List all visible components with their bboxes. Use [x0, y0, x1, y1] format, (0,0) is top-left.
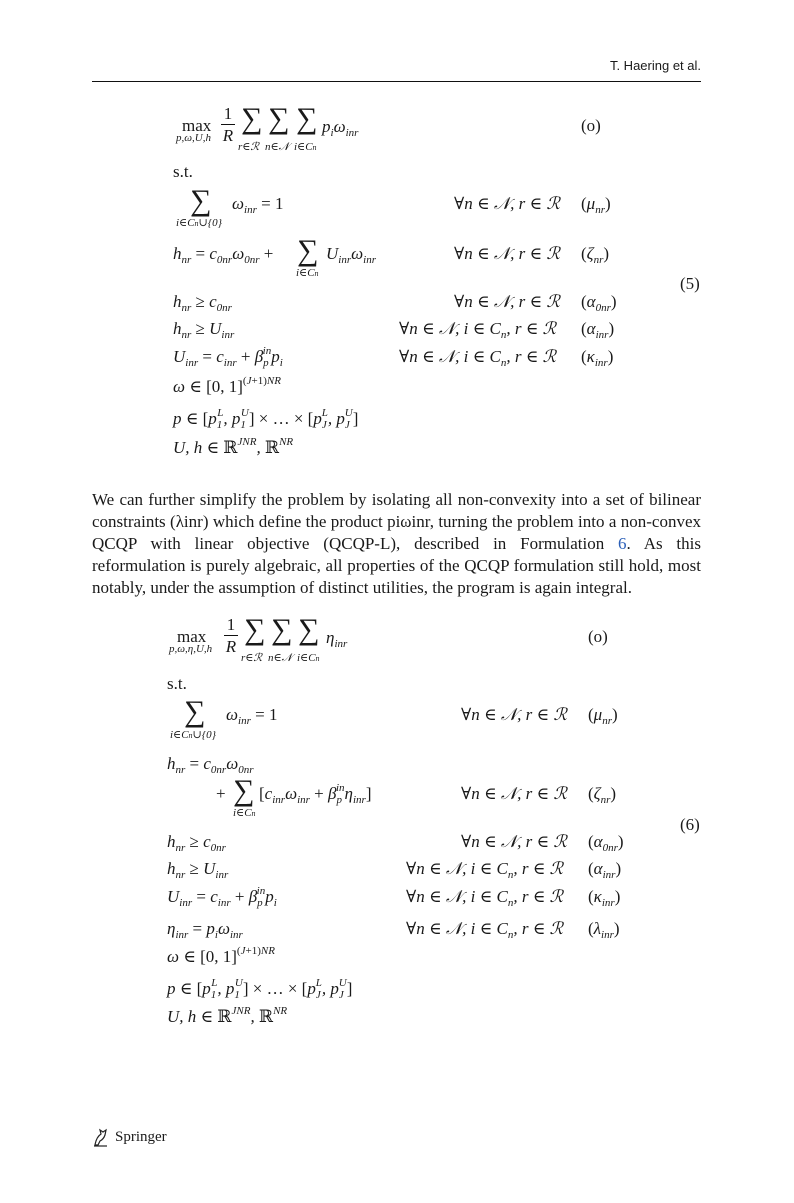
paragraph-text-end: . As this reformulation is purely algebraic, all properties of the QCQP formulation still hold, most notably, under the assumption of distinct utilities, the program is again integral. [92, 534, 701, 597]
constraint-domain: ∀n ∈ 𝒩, r ∈ ℛ [461, 784, 567, 803]
subject-to: s.t. [173, 162, 193, 181]
constraint-h-ge-c0: $h_{nr} \ge c_{0nr}$ [173, 292, 232, 314]
dual-variable: $(\alpha_{0nr})$ [588, 832, 624, 854]
sum-symbol: ∑ [190, 184, 212, 217]
constraint-domain: ∀n ∈ 𝒩, i ∈ $C_n$, r ∈ ℛ [399, 347, 557, 369]
fraction-1-over-R: 1 R [222, 104, 234, 145]
header-rule [92, 81, 701, 82]
constraint-domain: ∀n ∈ 𝒩, i ∈ $C_n$, r ∈ ℛ [406, 887, 564, 909]
sum-symbol: ∑ [271, 613, 293, 646]
dual-variable: $(\zeta_{nr})$ [581, 244, 610, 266]
springer-horse-icon [92, 1127, 110, 1147]
dual-variable: $(\mu_{nr})$ [588, 705, 618, 727]
sum-index: r∈ℛ [241, 652, 263, 664]
sum-symbol: ∑ [244, 613, 266, 646]
dual-variable: $(\alpha_{inr})$ [588, 859, 622, 881]
dual-variable: $(\lambda_{inr})$ [588, 919, 620, 941]
paragraph-text: We can further simplify the problem by isolating all non-convexity into a set of bilinear constraints (λinr) which define the product piωinr, turning the problem into a non-convex QCQP with linear objective (QCQP-L), described in Formulation [92, 490, 701, 553]
constraint-utility: $U_{inr} = c_{inr} + \beta_p^{in}p_i$ [173, 345, 283, 369]
constraint-domain: ∀n ∈ 𝒩, r ∈ ℛ [454, 292, 560, 311]
constraint-bilinear: $\eta_{inr} = p_i\omega_{inr}$ [167, 919, 243, 941]
dual-variable: $(\zeta_{nr})$ [588, 784, 617, 806]
dual-variable: $(\kappa_{inr})$ [588, 887, 621, 909]
constraint-domain: ∀n ∈ 𝒩, i ∈ $C_n$, r ∈ ℛ [399, 319, 557, 341]
sum-index: r∈ℛ [238, 141, 260, 153]
constraint-h-ge-U: $h_{nr} \ge U_{inr}$ [173, 319, 235, 341]
constraint-choice-sum: $\omega_{inr} = 1$ [232, 194, 284, 216]
sum-index: i∈Cn [294, 141, 317, 153]
domain-omega: ω ∈ [0, 1]$^{(J+1)NR}$ [173, 375, 281, 396]
dual-variable: $(\kappa_{inr})$ [581, 347, 614, 369]
publisher-name: Springer [115, 1128, 167, 1145]
objective-tag: (o) [588, 627, 608, 646]
sum-index: i∈Cn [297, 652, 320, 664]
objective-tag: (o) [581, 116, 601, 135]
constraint-h-definition: $h_{nr} = c_{0nr}\omega_{0nr}$ + [173, 244, 274, 266]
domain-p: p ∈ [$p_1^L$, $p_1^U$] × … × [$p_J^L$, $p_J^U$] [167, 977, 353, 1001]
constraint-domain: ∀n ∈ 𝒩, r ∈ ℛ [461, 705, 567, 724]
equation-number: (6) [680, 815, 700, 834]
sum-index: i∈Cn∪{0} [176, 217, 223, 229]
body-paragraph [92, 489, 701, 599]
constraint-domain: ∀n ∈ 𝒩, r ∈ ℛ [454, 194, 560, 213]
constraint-domain: ∀n ∈ 𝒩, i ∈ $C_n$, r ∈ ℛ [406, 919, 564, 941]
max-subscript: p,ω,U,h [176, 132, 211, 144]
constraint-utility: $U_{inr} = c_{inr} + \beta_p^{in}p_i$ [167, 885, 277, 909]
dual-variable: $(\alpha_{0nr})$ [581, 292, 617, 314]
sum-index: i∈Cn [296, 267, 319, 279]
constraint-h-definition: $h_{nr} = c_{0nr}\omega_{0nr}$ [167, 754, 254, 776]
constraint-h-term: $U_{inr}\omega_{inr}$ [326, 244, 376, 266]
constraint-h-ge-c0: $h_{nr} \ge c_{0nr}$ [167, 832, 226, 854]
constraint-h-term: $[c_{inr}\omega_{inr} + \beta_p^{in}\eta_{inr}]$ [259, 782, 372, 806]
domain-omega: ω ∈ [0, 1]$^{(J+1)NR}$ [167, 945, 275, 966]
sum-symbol: ∑ [241, 102, 263, 135]
sum-index: i∈Cn [233, 807, 256, 819]
publisher-footer [92, 1127, 167, 1147]
domain-U-h: U, h ∈ ℝ$^{JNR}$, ℝ$^{NR}$ [173, 436, 294, 457]
sum-symbol: ∑ [268, 102, 290, 135]
sum-index: n∈𝒩 [268, 652, 293, 664]
constraint-h-ge-U: $h_{nr} \ge U_{inr}$ [167, 859, 229, 881]
constraint-choice-sum: $\omega_{inr} = 1$ [226, 705, 278, 727]
formulation-6-link[interactable]: 6 [618, 534, 627, 553]
constraint-domain: ∀n ∈ 𝒩, i ∈ $C_n$, r ∈ ℛ [406, 859, 564, 881]
sum-symbol: ∑ [296, 102, 318, 135]
sum-symbol: ∑ [298, 613, 320, 646]
running-header-author: T. Haering et al. [609, 58, 701, 73]
equation-number: (5) [680, 274, 700, 293]
dual-variable: $(\alpha_{inr})$ [581, 319, 615, 341]
max-operator: max [177, 627, 207, 646]
constraint-domain: ∀n ∈ 𝒩, r ∈ ℛ [461, 832, 567, 851]
max-subscript: p,ω,η,U,h [169, 643, 213, 655]
sum-index: n∈𝒩 [265, 141, 290, 153]
plus-sign: + [216, 784, 226, 803]
sum-symbol: ∑ [233, 774, 255, 807]
max-operator: max [182, 116, 212, 135]
sum-symbol: ∑ [184, 695, 206, 728]
fraction-1-over-R: 1 R [225, 615, 237, 656]
sum-symbol: ∑ [297, 234, 319, 267]
dual-variable: $(\mu_{nr})$ [581, 194, 611, 216]
objective-term: $\eta_{inr}$ [326, 628, 348, 650]
sum-index: i∈Cn∪{0} [170, 729, 217, 741]
constraint-domain: ∀n ∈ 𝒩, r ∈ ℛ [454, 244, 560, 263]
objective-term: $p_i\omega_{inr}$ [322, 117, 359, 139]
domain-U-h: U, h ∈ ℝ$^{JNR}$, ℝ$^{NR}$ [167, 1005, 288, 1026]
subject-to: s.t. [167, 674, 187, 693]
domain-p: p ∈ [$p_1^L$, $p_1^U$] × … × [$p_J^L$, $p_J^U$] [173, 407, 359, 431]
